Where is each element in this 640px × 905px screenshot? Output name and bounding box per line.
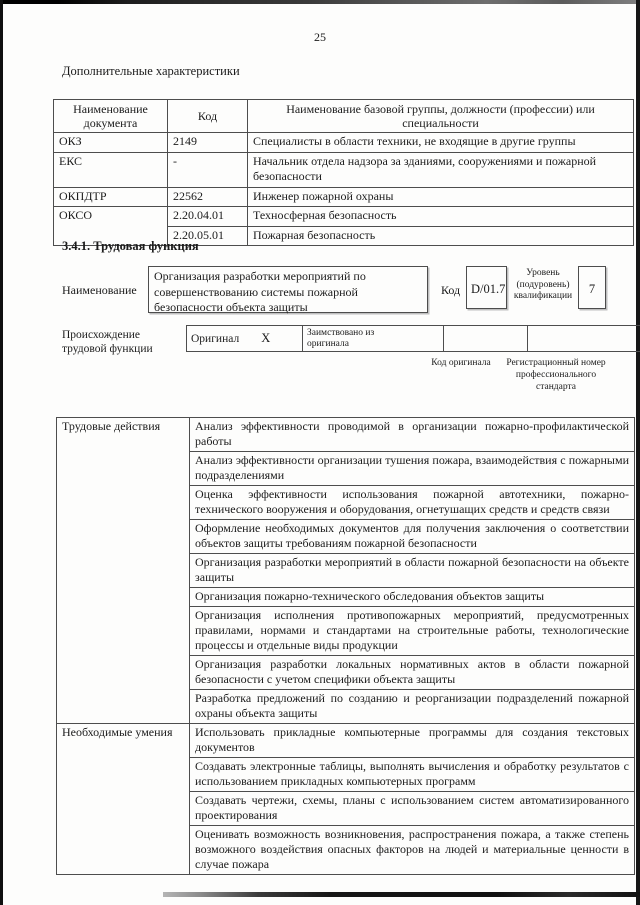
doc-cell: ОКЗ — [54, 133, 168, 153]
table-row — [54, 187, 634, 207]
work-action-item: Организация пожарно-технического обследования объектов защиты — [190, 588, 635, 607]
documents-table — [53, 99, 634, 246]
work-action-item: Анализ эффективности проводимой в организации пожарно-профилактической работы — [190, 418, 635, 452]
code-cell: 2.20.05.01 — [168, 226, 248, 246]
table-row — [57, 418, 635, 452]
origin-label: Происхождение трудовой функции — [62, 329, 153, 355]
skill-item: Создавать чертежи, схемы, планы с использованием систем автоматизированного проектирования — [190, 792, 635, 826]
origin-original-mark: X — [261, 331, 271, 345]
table-row — [54, 207, 634, 227]
origin-borrowed-cell — [303, 326, 444, 352]
table-row — [54, 152, 634, 187]
origin-row — [187, 326, 640, 352]
table-row — [54, 133, 634, 153]
origin-reg-cell-empty — [528, 326, 640, 352]
skills-label: Необходимые умения — [57, 724, 190, 875]
function-name-box: Организация разработки мероприятий по совершенствованию системы пожарной безопасности объекта защиты — [148, 266, 428, 313]
skill-item: Использовать прикладные компьютерные программы для создания текстовых документов — [190, 724, 635, 758]
scan-edge-bottom — [163, 892, 640, 897]
origin-original-label: Оригинал — [191, 333, 240, 345]
name-cell: Начальник отдела надзора за зданиями, сооружениями и пожарной безопасности — [248, 152, 634, 187]
name-cell: Инженер пожарной охраны — [248, 187, 634, 207]
table-row — [57, 724, 635, 758]
work-action-item: Разработка предложений по созданию и реорганизации подразделений пожарной охраны объекта защиты — [190, 690, 635, 724]
skill-item: Оценивать возможность возникновения, распространения пожара, а также степень возможного воздействия опасных факторов на людей и материальные ценности в случае пожара — [190, 826, 635, 875]
work-action-item: Анализ эффективности организации тушения пожара, взаимодействия с пожарными подразделениями — [190, 452, 635, 486]
name-cell: Пожарная безопасность — [248, 226, 634, 246]
function-code-label: Код — [441, 283, 461, 297]
labour-function-heading: 3.4.1. Трудовая функция — [62, 239, 199, 253]
qualification-level-box: 7 — [578, 266, 606, 309]
function-code-box: D/01.7 — [466, 266, 507, 309]
scan-edge-top — [0, 0, 640, 4]
header-doc-name: Наименование документа — [54, 100, 168, 133]
page-number: 25 — [314, 30, 326, 44]
origin-original-cell — [187, 326, 303, 352]
doc-cell: ОКСО — [54, 207, 168, 246]
origin-reg-caption: Регистрационный номер профессионального стандарта — [506, 358, 606, 392]
header-code: Код — [168, 100, 248, 133]
skill-item: Создавать электронные таблицы, выполнять вычисления и обработку результатов с использованием прикладных компьютерных программ — [190, 758, 635, 792]
table-header-row — [54, 100, 634, 133]
scan-edge-left — [0, 0, 3, 905]
additional-characteristics-heading: Дополнительные характеристики — [62, 64, 240, 78]
doc-cell: ОКПДТР — [54, 187, 168, 207]
code-cell: - — [168, 152, 248, 187]
code-cell: 2149 — [168, 133, 248, 153]
work-action-item: Организация разработки мероприятий в области пожарной безопасности на объекте защиты — [190, 554, 635, 588]
origin-code-caption: Код оригинала — [431, 358, 491, 368]
doc-cell: ЕКС — [54, 152, 168, 187]
details-table — [56, 417, 635, 875]
origin-borrowed-label: Заимствовано из оригинала — [307, 327, 375, 349]
origin-table — [186, 325, 640, 352]
qualification-level-label: Уровень (подуровень) квалификации — [513, 268, 573, 301]
work-action-item: Оформление необходимых документов для получения заключения о соответствии объектов защиты требованиям пожарной безопасности — [190, 520, 635, 554]
code-cell: 2.20.04.01 — [168, 207, 248, 227]
work-action-item: Организация разработки локальных нормативных актов в области пожарной безопасности с учетом специфики объекта защиты — [190, 656, 635, 690]
work-action-item: Организация исполнения противопожарных мероприятий, предусмотренных правилами, нормами и стандартами на строительные работы, технологические процессы и отдельные виды продукции — [190, 607, 635, 656]
work-action-item: Оценка эффективности использования пожарной автотехники, пожарно-технического вооружения и оборудования, огнетушащих средств и средств связи — [190, 486, 635, 520]
header-group-name: Наименование базовой группы, должности (профессии) или специальности — [248, 100, 634, 133]
code-cell: 22562 — [168, 187, 248, 207]
origin-code-cell-empty — [444, 326, 528, 352]
name-cell: Техносферная безопасность — [248, 207, 634, 227]
function-name-label: Наименование — [62, 283, 137, 297]
work-actions-label: Трудовые действия — [57, 418, 190, 724]
name-cell: Специалисты в области техники, не входящие в другие группы — [248, 133, 634, 153]
scan-edge-right — [636, 0, 640, 905]
